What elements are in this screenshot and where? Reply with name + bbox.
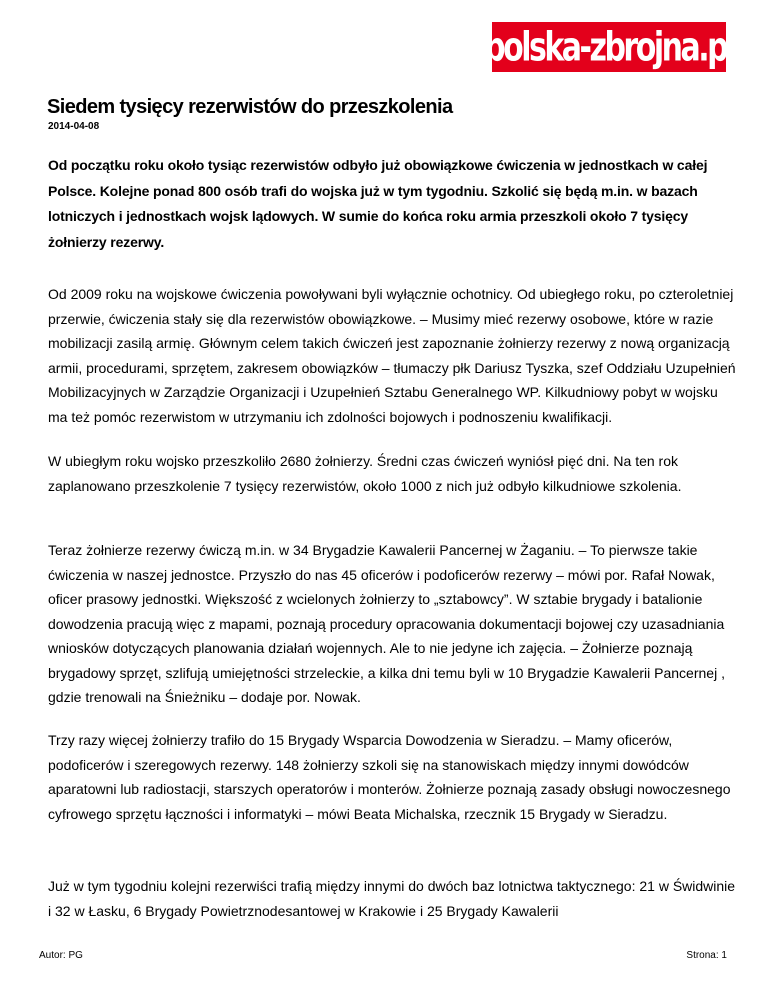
article-title: Siedem tysięcy rezerwistów do przeszkolenia	[47, 96, 453, 118]
article-paragraph: Od 2009 roku na wojskowe ćwiczenia powoływani byli wyłącznie ochotnicy. Od ubiegłego roku, po czteroletniej przerwie, ćwiczenia stały się dla rezerwistów obowiązkowe. – Musimy mieć rezerwy osobowe, które w razie mobilizacji zasilą armię. Głównym celem takich ćwiczeń jest zapoznanie żołnierzy rezerwy z nową organizacją armii, procedurami, sprzętem, zakresem obowiązków – tłumaczy płk Dariusz Tyszka, szef Oddziału Uzupełnień Mobilizacyjnych w Zarządzie Organizacji i Uzupełnień Sztabu Generalnego WP. Kilkudniowy pobyt w wojsku ma też pomóc rezerwistom w utrzymaniu ich zdolności bojowych i podnoszeniu kwalifikacji.	[48, 286, 736, 425]
article-lead: Od początku roku około tysiąc rezerwistów odbyło już obowiązkowe ćwiczenia w jednostkach w całej Polsce. Kolejne ponad 800 osób trafi do wojska już w tym tygodniu. Szkolić się będą m.in. w bazach lotniczych i jednostkach wojsk lądowych. W sumie do końca roku armia przeszkoli około 7 tysięcy żołnierzy rezerwy.	[48, 157, 708, 250]
site-logo-text: polska-zbrojna.pl	[484, 23, 734, 71]
footer-page-number: Strona: 1	[686, 950, 727, 961]
article-paragraph: W ubiegłym roku wojsko przeszkoliło 2680 żołnierzy. Średni czas ćwiczeń wyniósł pięć dni. Na ten rok zaplanowano przeszkolenie 7 tysięcy rezerwistów, około 1000 z nich już odbyło kilkudniowe szkolenia.	[48, 453, 682, 494]
article-paragraph: Teraz żołnierze rezerwy ćwiczą m.in. w 34 Brygadzie Kawalerii Pancernej w Żaganiu. – To pierwsze takie ćwiczenia w naszej jednostce. Przyszło do nas 45 oficerów i podoficerów rezerwy – mówi por. Rafał Nowak, oficer prasowy jednostki. Większość z wcielonych żołnierzy to „sztabowcy”. W sztabie brygady i batalionie dowodzenia pracują więc z mapami, poznają procedury opracowania dokumentacji bojowej czy uzasadniania wniosków dotyczących planowania działań wojennych. Ale to nie jedyne ich zajęcia. – Żołnierze poznają brygadowy sprzęt, szlifują umiejętności strzeleckie, a kilka dni temu byli w 10 Brygadzie Kawalerii Pancernej , gdzie trenowali na Śnieżniku – dodaje por. Nowak.	[48, 542, 725, 705]
site-logo	[484, 22, 734, 72]
article-paragraph: Już w tym tygodniu kolejni rezerwiści trafią między innymi do dwóch baz lotnictwa taktycznego: 21 w Świdwinie i 32 w Łasku, 6 Brygady Powietrznodesantowej w Krakowie i 25 Brygady Kawalerii	[48, 878, 736, 919]
footer-author: Autor: PG	[39, 950, 83, 961]
article-date: 2014-04-08	[48, 121, 100, 132]
article-paragraph: Trzy razy więcej żołnierzy trafiło do 15 Brygady Wsparcia Dowodzenia w Sieradzu. – Mamy oficerów, podoficerów i szeregowych rezerwy. 148 żołnierzy szkoli się na stanowiskach między innymi dowódców aparatowni lub radiostacji, starszych operatorów i monterów. Żołnierze poznają zasady obsługi nowoczesnego cyfrowego sprzętu łączności i informatyki – mówi Beata Michalska, rzecznik 15 Brygady w Sieradzu.	[48, 732, 731, 822]
